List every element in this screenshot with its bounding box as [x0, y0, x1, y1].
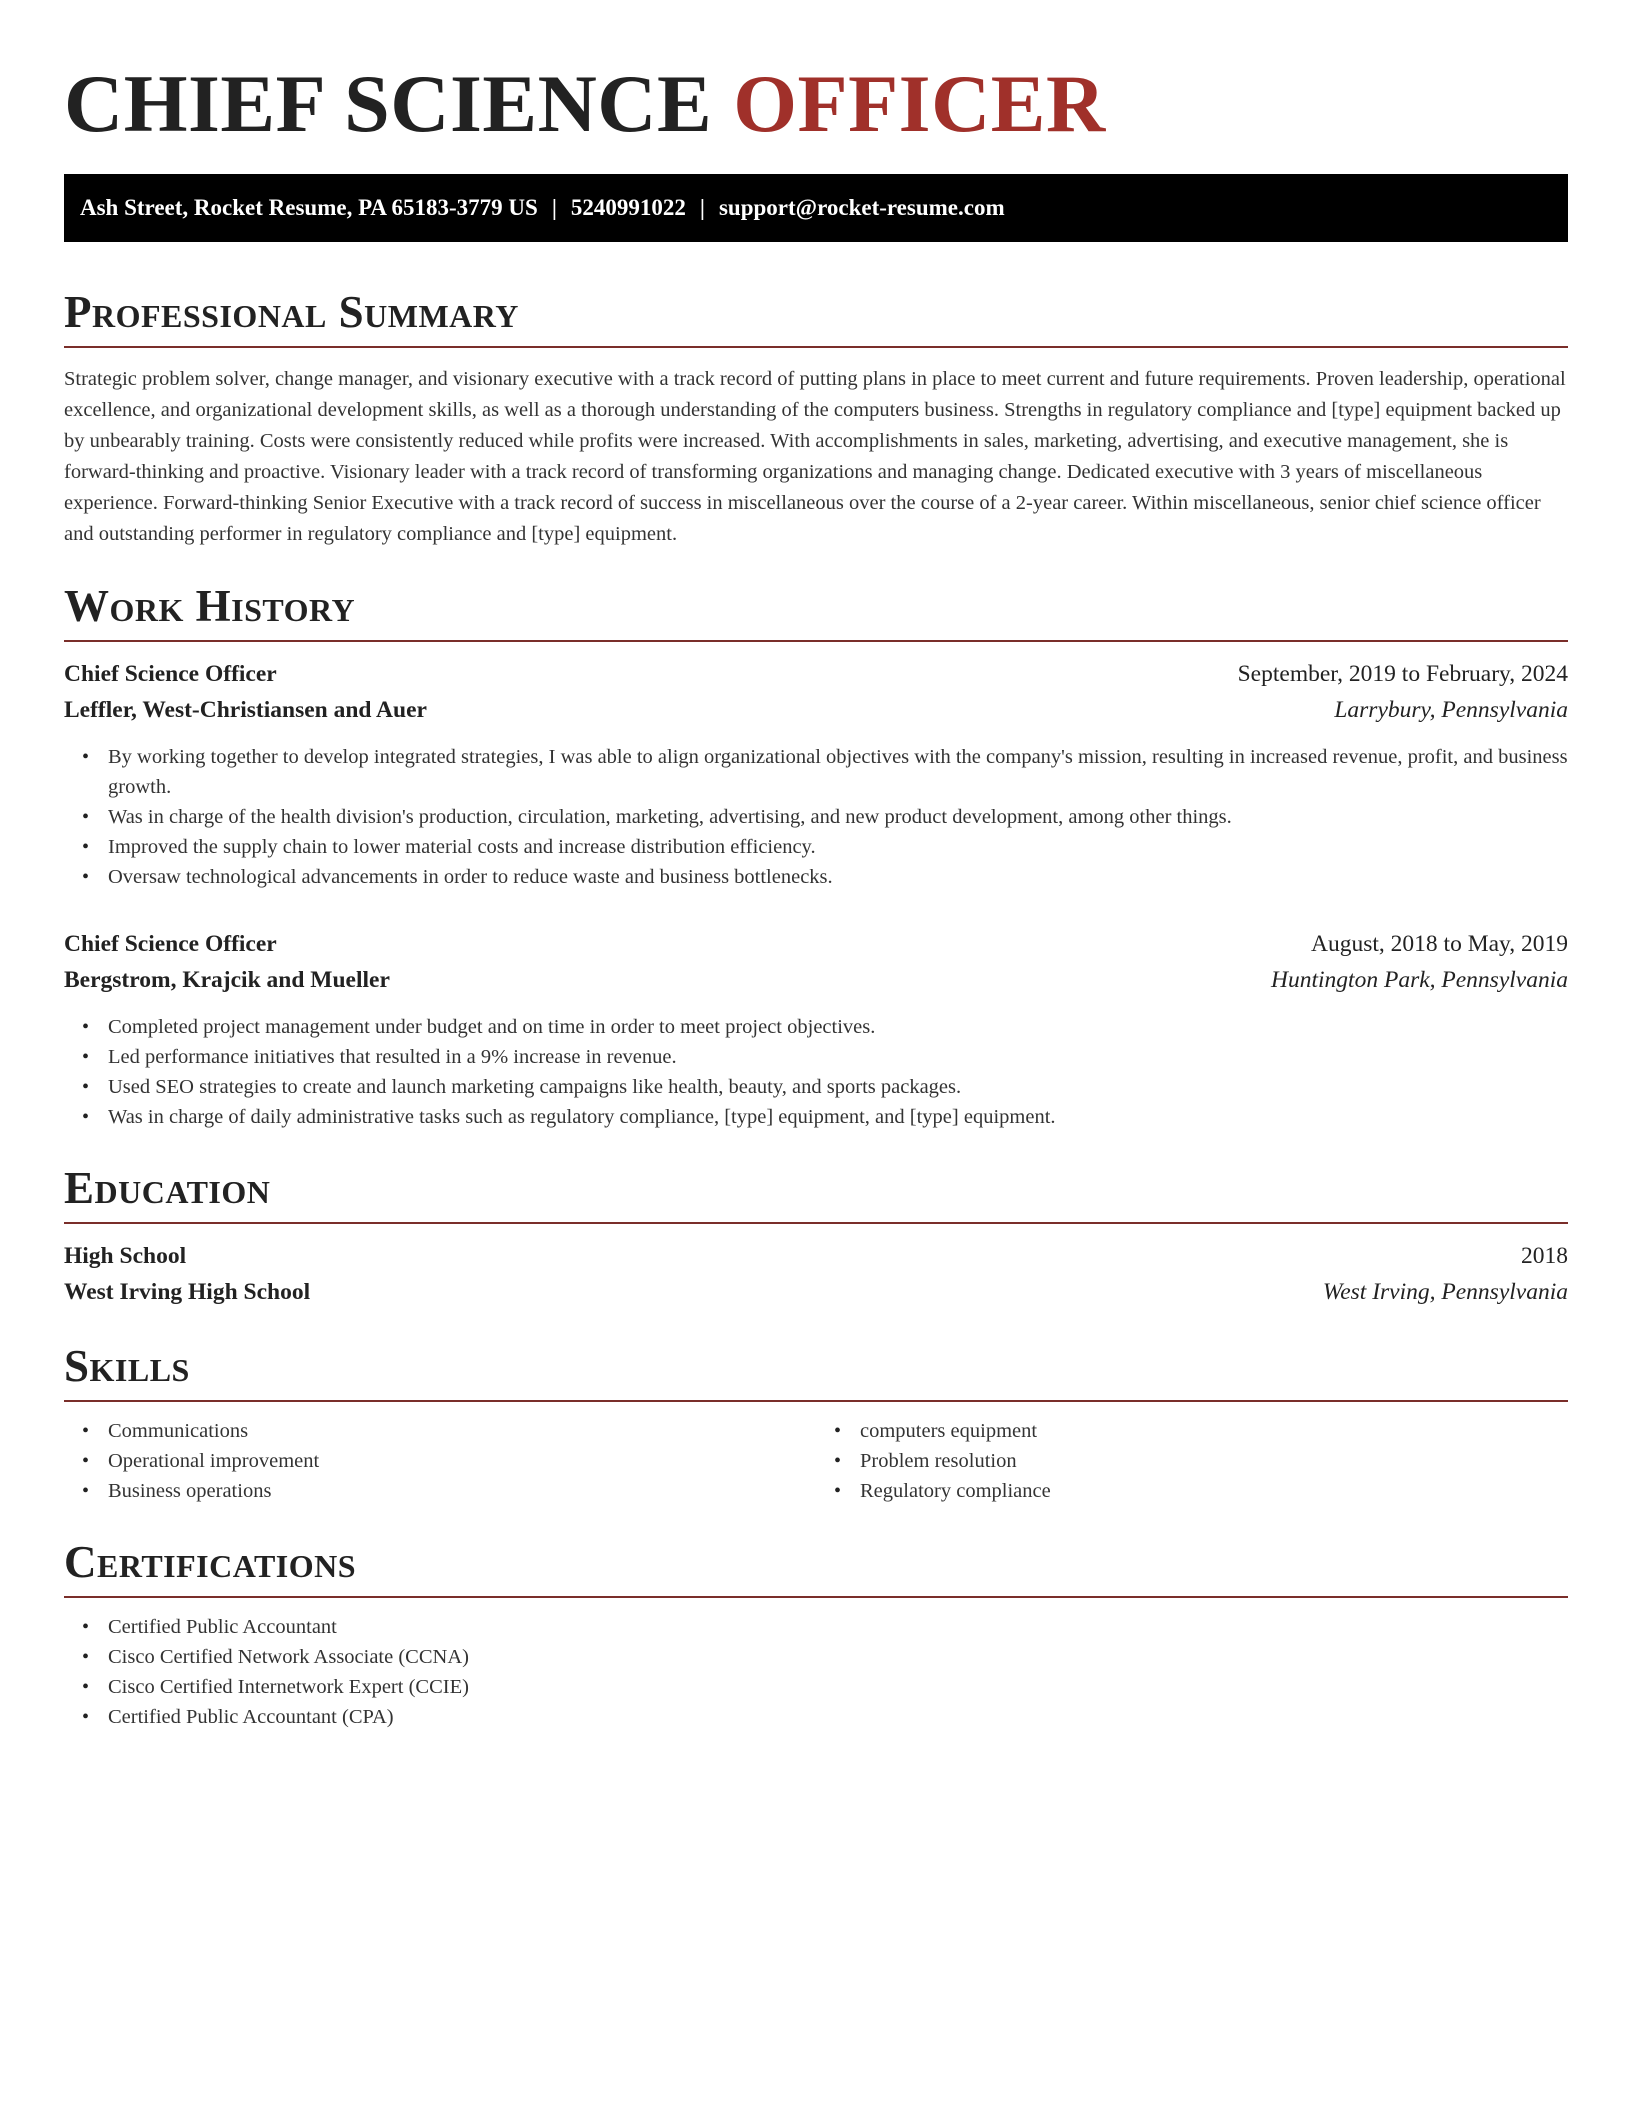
skill-text: Communications: [108, 1420, 249, 1442]
list-item: [82, 1672, 1568, 1702]
list-item: [82, 862, 1568, 892]
education-year: 2018: [1521, 1243, 1568, 1269]
section-divider: [64, 1222, 1568, 1224]
job-company-row: [64, 692, 1568, 728]
list-item: [82, 802, 1568, 832]
bullet-icon: •: [834, 1420, 842, 1442]
resume-title: [64, 56, 1568, 152]
work-history-heading: Work History: [64, 581, 356, 631]
certification-text: Cisco Certified Network Associate (CCNA): [108, 1646, 469, 1668]
job-title: Chief Science Officer: [64, 661, 277, 687]
bullet-text: Was in charge of the health division's production, circulation, marketing, advertising, and new product development, among other things.: [108, 806, 1232, 828]
contact-phone: 5240991022: [570, 195, 686, 220]
bullet-icon: •: [82, 1076, 90, 1098]
job-bullets: [64, 1012, 1568, 1132]
bullet-icon: •: [82, 1420, 90, 1442]
contact-email: support@rocket-resume.com: [718, 195, 1005, 220]
list-item: [82, 1702, 1568, 1732]
bullet-icon: •: [834, 1480, 842, 1502]
skills-column-right: [816, 1416, 1568, 1506]
contact-address: Ash Street, Rocket Resume, PA 65183-3779 US: [80, 195, 538, 220]
job-entry: [64, 656, 1568, 892]
certification-text: Certified Public Accountant: [108, 1616, 337, 1638]
skills-section: [64, 1340, 1568, 1506]
bullet-icon: •: [82, 1646, 90, 1668]
job-entry: [64, 926, 1568, 1132]
bullet-text: Used SEO strategies to create and launch marketing campaigns like health, beauty, and sports packages.: [108, 1076, 962, 1098]
bullet-icon: •: [82, 806, 90, 828]
work-history-section: [64, 580, 1568, 1132]
certification-text: Cisco Certified Internetwork Expert (CCIE): [108, 1676, 469, 1698]
job-dates: August, 2018 to May, 2019: [1311, 931, 1568, 957]
list-item: [82, 1612, 1568, 1642]
certifications-section: [64, 1536, 1568, 1732]
bullet-text: Improved the supply chain to lower material costs and increase distribution efficiency.: [108, 836, 816, 858]
skill-text: Problem resolution: [860, 1450, 1017, 1472]
bullet-icon: •: [82, 1616, 90, 1638]
bullet-icon: •: [834, 1450, 842, 1472]
list-item: [82, 1042, 1568, 1072]
title-main: CHIEF SCIENCE: [64, 58, 713, 149]
bullet-icon: •: [82, 1106, 90, 1128]
list-item: [82, 1416, 816, 1446]
education-school: West Irving High School: [64, 1279, 311, 1305]
bullet-icon: •: [82, 836, 90, 858]
bullet-text: Oversaw technological advancements in order to reduce waste and business bottlenecks.: [108, 866, 833, 888]
certifications-heading: Certifications: [64, 1537, 357, 1587]
bullet-text: Was in charge of daily administrative tasks such as regulatory compliance, [type] equipment, and [type] equipment.: [108, 1106, 1056, 1128]
job-company: Leffler, West-Christiansen and Auer: [64, 697, 427, 723]
job-dates: September, 2019 to February, 2024: [1237, 661, 1568, 687]
skill-text: Regulatory compliance: [860, 1480, 1051, 1502]
contact-separator: |: [551, 195, 557, 220]
list-item: [82, 1446, 816, 1476]
education-degree: High School: [64, 1243, 187, 1269]
bullet-icon: •: [82, 1016, 90, 1038]
certifications-list: [64, 1612, 1568, 1732]
skill-text: Business operations: [108, 1480, 272, 1502]
list-item: [82, 1072, 1568, 1102]
skills-grid: [64, 1416, 1568, 1506]
list-item: [82, 742, 1568, 802]
education-entry: [64, 1238, 1568, 1310]
list-item: [834, 1416, 1568, 1446]
list-item: [82, 832, 1568, 862]
bullet-text: By working together to develop integrated strategies, I was able to align organizational objectives with the company's mission, resulting in increased revenue, profit, and business growth.: [108, 746, 1568, 798]
education-header-row: [64, 1238, 1568, 1274]
job-bullets: [64, 742, 1568, 892]
skills-heading: Skills: [64, 1341, 190, 1391]
bullet-icon: •: [82, 1046, 90, 1068]
education-heading: Education: [64, 1163, 271, 1213]
summary-section: [64, 286, 1568, 550]
bullet-icon: •: [82, 746, 90, 768]
list-item: [834, 1446, 1568, 1476]
job-header-row: [64, 656, 1568, 692]
bullet-text: Led performance initiatives that resulted in a 9% increase in revenue.: [108, 1046, 677, 1068]
skill-text: computers equipment: [860, 1420, 1038, 1442]
job-company: Bergstrom, Krajcik and Mueller: [64, 967, 390, 993]
section-divider: [64, 640, 1568, 642]
bullet-text: Completed project management under budget and on time in order to meet project objectives.: [108, 1016, 876, 1038]
skills-column-left: [64, 1416, 816, 1506]
bullet-icon: •: [82, 1706, 90, 1728]
certification-text: Certified Public Accountant (CPA): [108, 1706, 394, 1728]
list-item: [82, 1012, 1568, 1042]
job-header-row: [64, 926, 1568, 962]
list-item: [834, 1476, 1568, 1506]
contact-bar: [64, 174, 1568, 242]
summary-text: Strategic problem solver, change manager, and visionary executive with a track record of putting plans in place to meet current and future requirements. Proven leadership, operational excellence, and organizational development skills, as well as a thorough understanding of the computers business. Strengths in regulatory compliance and [type] equipment backed up by unbearably training. Costs were consistently reduced while profits were increased. With accomplishments in sales, marketing, advertising, and executive management, she is forward-thinking and proactive. Visionary leader with a track record of transforming organizations and managing change. Dedicated executive with 3 years of miscellaneous experience. Forward-thinking Senior Executive with a track record of success in miscellaneous over the course of a 2-year career. Within miscellaneous, senior chief science officer and outstanding performer in regulatory compliance and [type] equipment.: [64, 368, 1566, 545]
list-item: [82, 1102, 1568, 1132]
education-location: West Irving, Pennsylvania: [1322, 1279, 1568, 1305]
list-item: [82, 1642, 1568, 1672]
bullet-icon: •: [82, 1450, 90, 1472]
job-location: Huntington Park, Pennsylvania: [1271, 967, 1568, 993]
section-divider: [64, 1400, 1568, 1402]
job-title: Chief Science Officer: [64, 931, 277, 957]
education-section: [64, 1162, 1568, 1310]
bullet-icon: •: [82, 1676, 90, 1698]
summary-heading: Professional Summary: [64, 287, 519, 337]
skill-text: Operational improvement: [108, 1450, 320, 1472]
bullet-icon: •: [82, 1480, 90, 1502]
contact-separator: |: [699, 195, 705, 220]
bullet-icon: •: [82, 866, 90, 888]
education-school-row: [64, 1274, 1568, 1310]
list-item: [82, 1476, 816, 1506]
job-location: Larrybury, Pennsylvania: [1334, 697, 1568, 723]
job-company-row: [64, 962, 1568, 998]
title-accent: OFFICER: [733, 58, 1106, 149]
section-divider: [64, 1596, 1568, 1598]
section-divider: [64, 346, 1568, 348]
